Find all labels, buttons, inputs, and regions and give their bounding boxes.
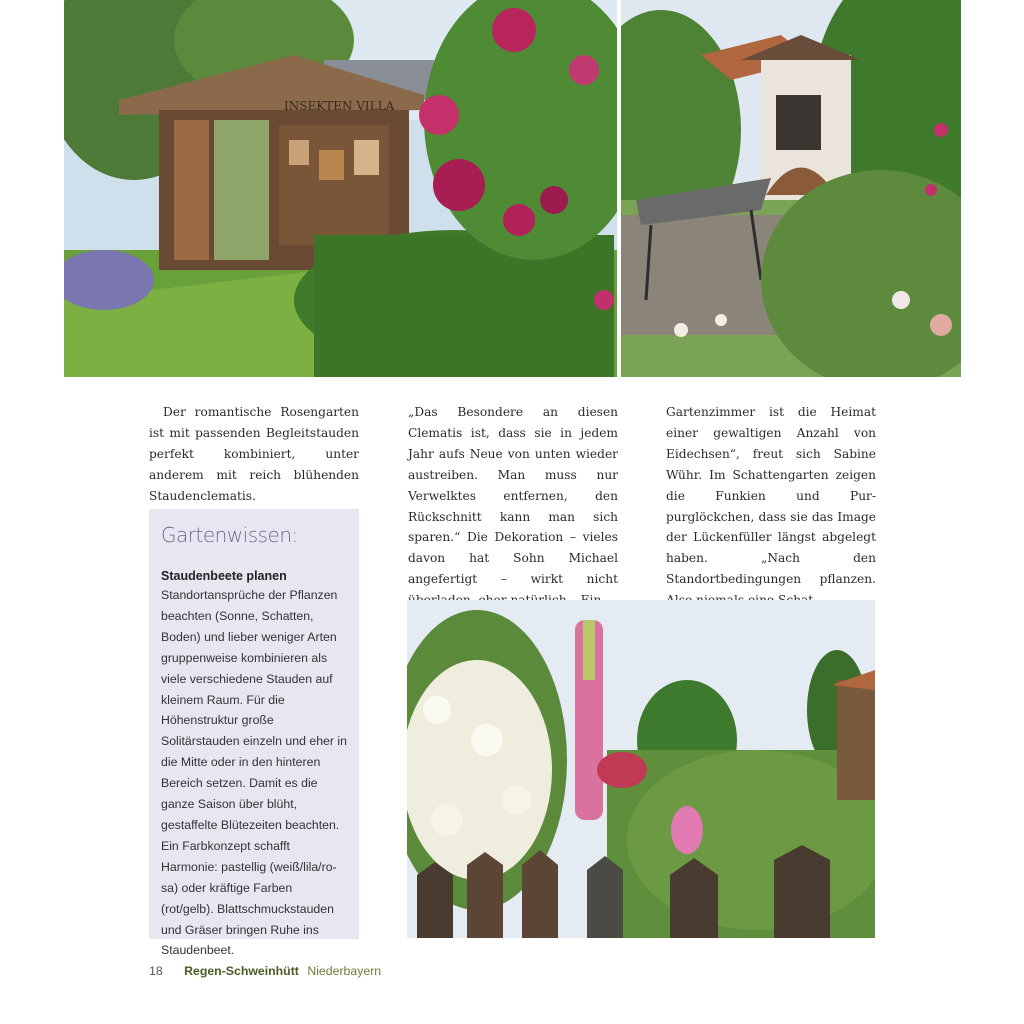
insect-hotel-photo [64,0,617,377]
info-box-title: Gartenwissen: [161,523,298,547]
body-text-column-1 [149,402,359,507]
garden-knowledge-box [149,509,359,958]
foxglove-garden-photo [407,600,875,938]
body-paragraph: Gartenzimmer ist die Heimat einer gewaltigen Anzahl von Eidechsen“, freut sich Sabine Wühr. Im Schattengarten zeigen die Funkien und Purpurglöckchen, dass sie das Image der Lückenfüller längst abgelegt haben. „Nach den Standortbedingungen pflanzen. [666,405,876,587]
info-box-body: Standortansprüche der Pflanzen beachten (Sonne, Schatten, Boden) und lieber weniger Arten gruppenweise kombinieren als viele verschiedene Stauden auf kleinem Raum. Für die Höhenstruktur große Solitärstauden einzeln und eher in die Mitte oder in den hinteren Bereich setzen. Damit es die ganze Saison über blüht, gestaffelte Blütezeiten beachten. Ein Farbkonzept schafft Harmonie: pastellig (weiß/lila/rosa) oder kräftige Farben (rot/gelb). Blattschmuckstauden und Gräser bringen Ruhe ins Staudenbeet. [161,588,347,958]
body-paragraph: „Das Besondere an diesen Clematis ist, dass sie in jedem Jahr aufs Neue von unten wieder austreiben. Man muss nur Verwelktes entfernen, den Rückschnitt kann man sich sparen.“ Die Dekoration – vieles davon hat Sohn Michael angefertigt – wirkt nicht [408,405,618,587]
page-number: 18 [149,964,163,978]
body-text-column-2 [408,402,618,611]
page-footer [149,964,381,978]
insect-hotel-sign: INSEKTEN VILLA [284,99,395,113]
garden-oven-photo [621,0,961,377]
body-text-column-3 [666,402,876,611]
footer-place: Regen-Schweinhütt [184,964,299,978]
body-paragraph: Der romantische Rosengarten ist mit passenden Begleitstauden perfekt kombiniert, unter anderem mit reich blühenden Staudenclematis. [149,405,359,503]
footer-region: Niederbayern [307,964,382,978]
info-box-heading: Staudenbeete planen [161,569,287,583]
